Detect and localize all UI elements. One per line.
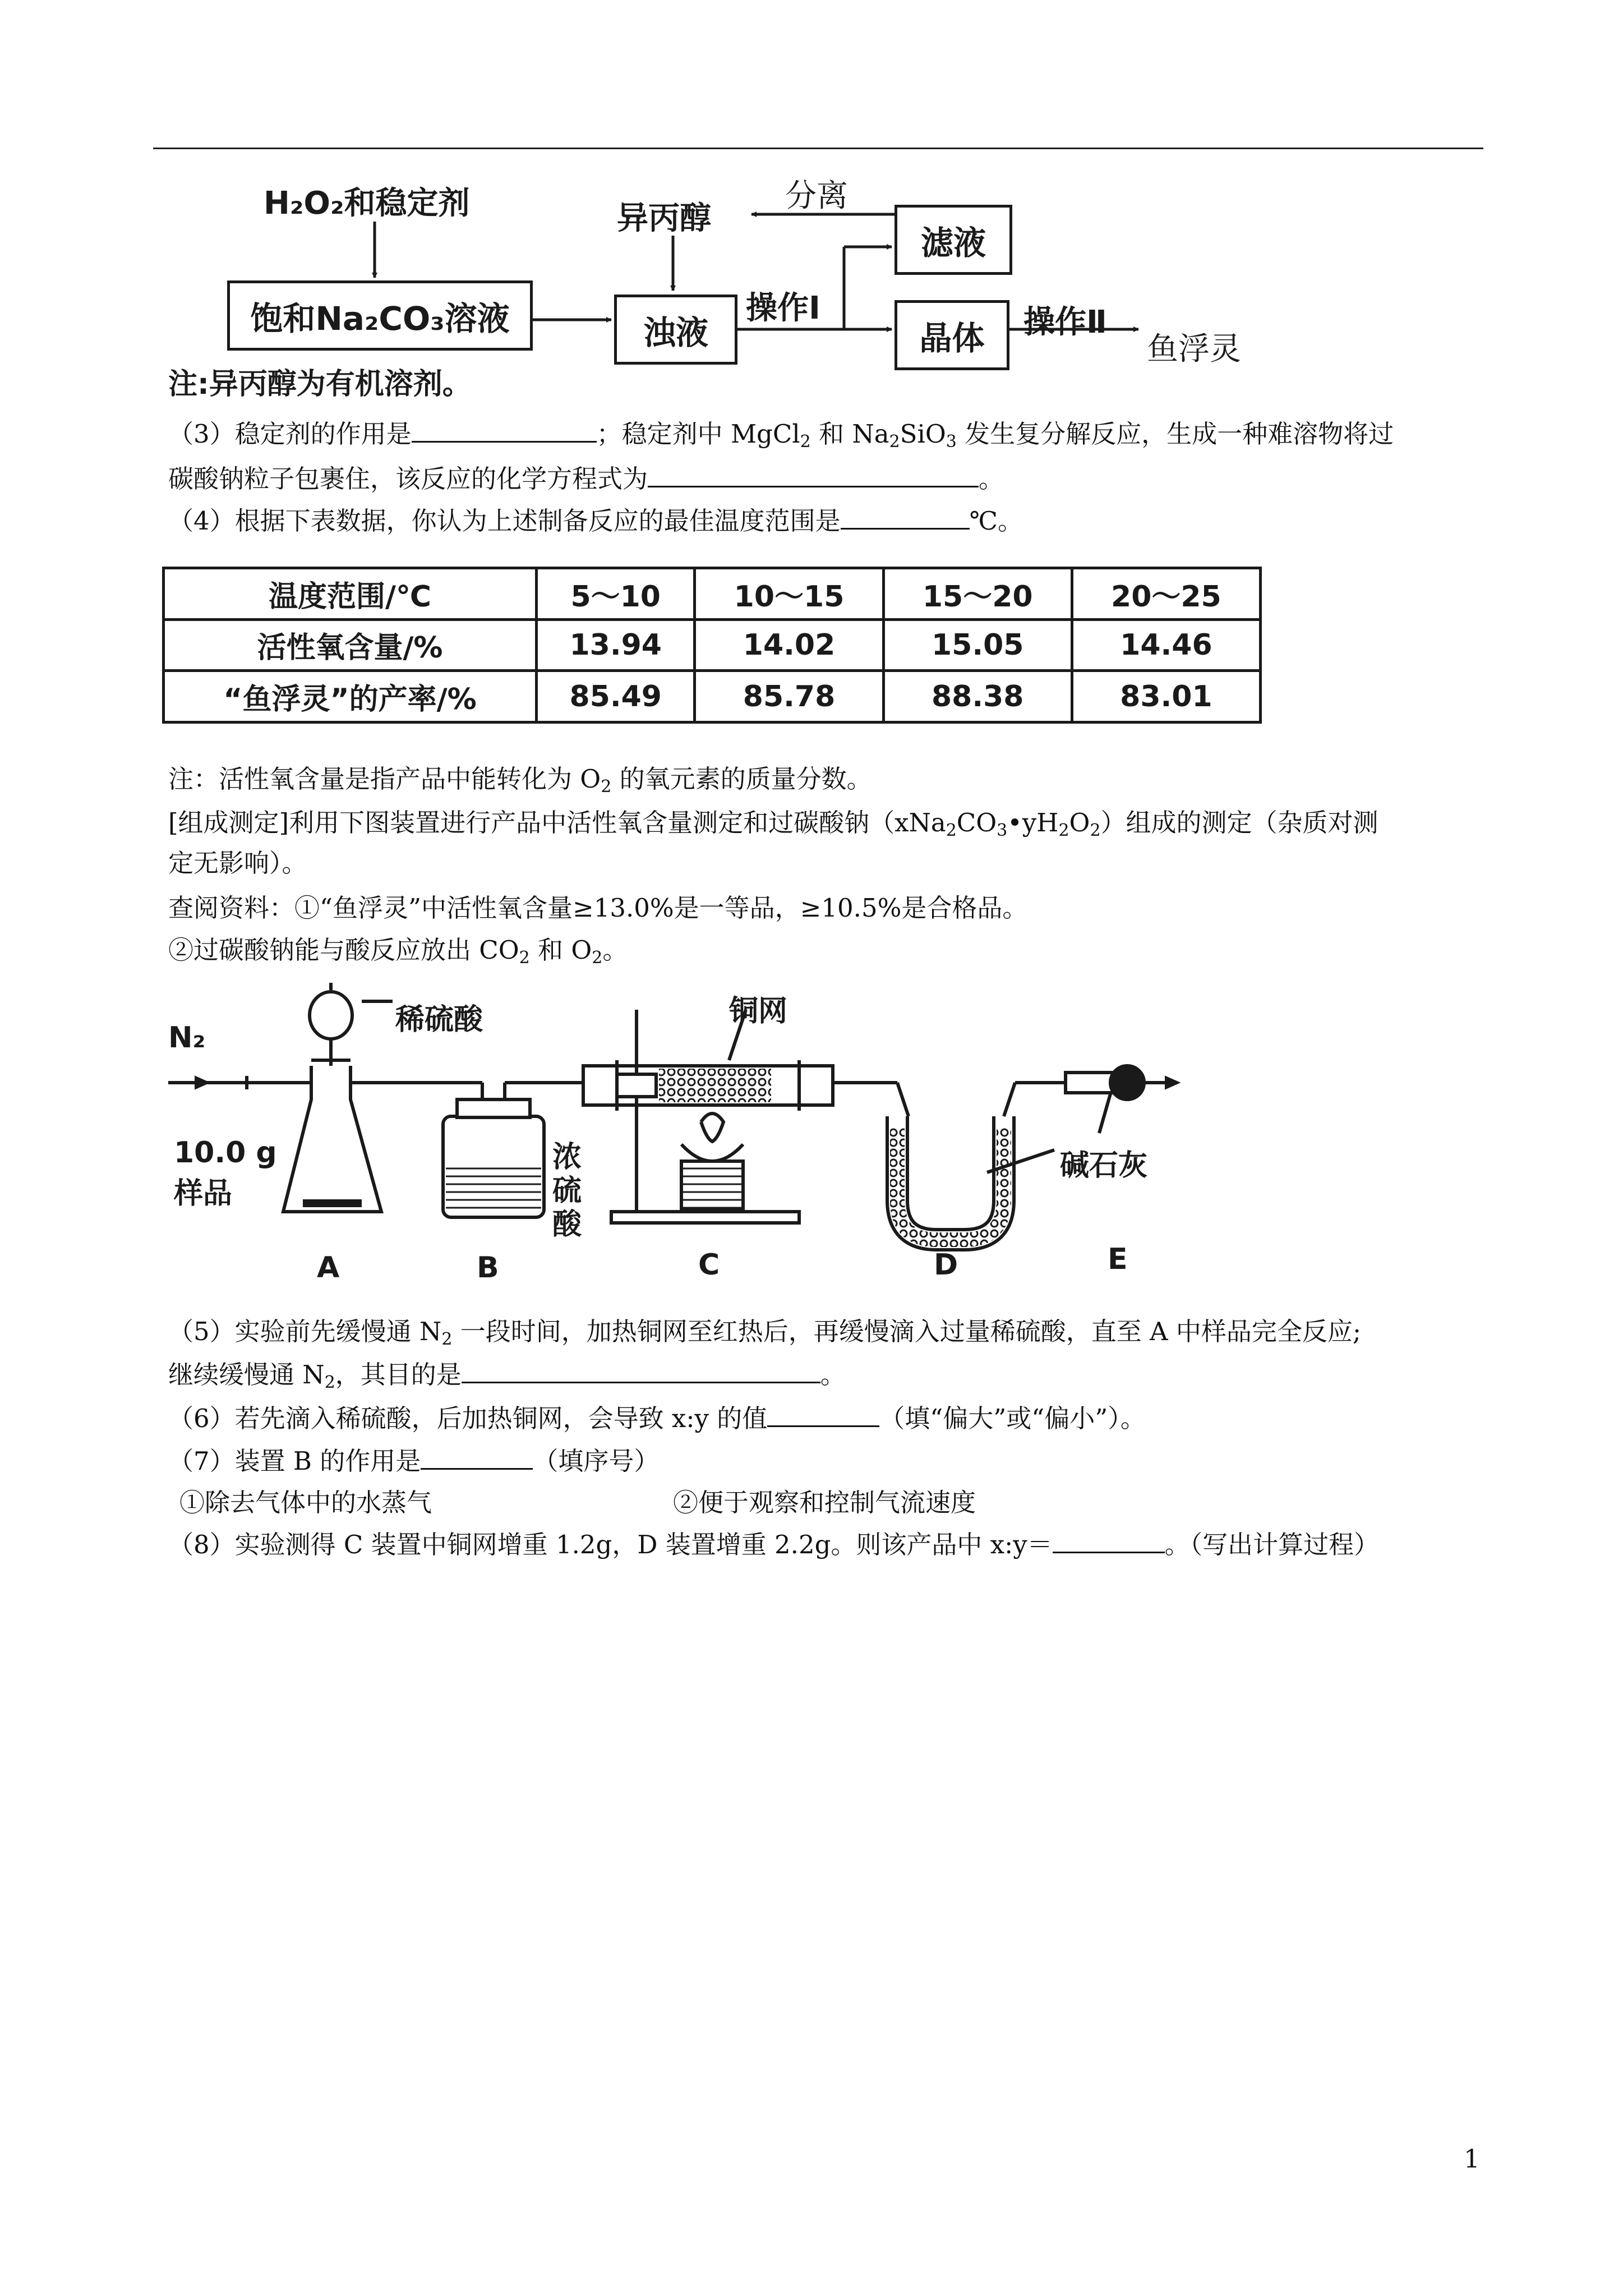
table-cell: “鱼浮灵”的产率/% — [164, 671, 537, 723]
q5-sub-a: 2 — [441, 1329, 453, 1349]
q3-text-d: SiO — [900, 419, 946, 449]
q4-text-a: （4）根据下表数据，你认为上述制备反应的最佳温度范围是 — [168, 506, 841, 536]
q5-sub-c: 2 — [324, 1373, 335, 1392]
comp-line1 — [168, 806, 1378, 840]
q3-text-c: 和 Na — [810, 419, 889, 449]
table-cell: 15～20 — [883, 568, 1072, 620]
comp-text-d: O — [1069, 808, 1090, 838]
flow-box-crystal: 晶体 — [895, 300, 1009, 370]
q4-text-b: ℃。 — [969, 506, 1023, 536]
table-cell: 温度范围/℃ — [164, 568, 537, 620]
q7-option-1: ①除去气体中的水蒸气 — [179, 1488, 432, 1517]
q3-sub-c: 2 — [889, 432, 900, 452]
q7-text-a: （7）装置 B 的作用是 — [168, 1446, 421, 1476]
flow-reagent: H₂O₂和稳定剂 — [264, 185, 470, 222]
comp-line2 — [168, 846, 307, 881]
q5-text-a: （5）实验前先缓慢通 N — [168, 1317, 442, 1346]
flow-separate: 分离 — [785, 178, 848, 214]
apparatus-sample: 样品 — [174, 1177, 233, 1211]
table-row — [164, 619, 1261, 671]
table-cell: 14.46 — [1072, 619, 1260, 671]
table-cell: 10～15 — [695, 568, 883, 620]
q7-blank[interactable] — [421, 1443, 533, 1470]
q3-sub-d: 3 — [946, 432, 957, 452]
q8-text-a: （8）实验测得 C 装置中铜网增重 1.2g，D 装置增重 2.2g。则该产品中 x:y＝ — [168, 1530, 1053, 1559]
apparatus-conc-acid-2: 硫 — [552, 1174, 582, 1208]
q4-line — [168, 503, 1023, 539]
q5-blank[interactable] — [462, 1357, 820, 1383]
flow-op2: 操作Ⅱ — [1023, 304, 1107, 341]
table-cell: 83.01 — [1072, 671, 1260, 723]
note-line — [168, 762, 872, 797]
q6-line — [168, 1401, 1146, 1436]
table-cell: 13.94 — [537, 619, 695, 671]
q6-text-b: （填“偏大”或“偏小”）。 — [879, 1404, 1146, 1433]
ref-text-b: ②过碳酸钠能与酸反应放出 CO — [168, 935, 519, 965]
data-table — [162, 567, 1262, 724]
q7-line — [168, 1443, 659, 1479]
q7-text-b: （填序号） — [533, 1446, 660, 1476]
comp-sub-c: 2 — [1058, 821, 1069, 840]
table-row — [164, 671, 1261, 723]
q7-option-2: ②便于观察和控制气流速度 — [673, 1488, 976, 1517]
comp-text-f: 定无影响）。 — [168, 848, 307, 878]
q5-line2 — [168, 1357, 846, 1392]
table-cell: 85.78 — [695, 671, 883, 723]
apparatus-label-d: D — [934, 1248, 958, 1282]
q5-text-b: 一段时间，加热铜网至红热后，再缓慢滴入过量稀硫酸，直至 A 中样品完全反应; — [452, 1317, 1361, 1346]
apparatus-n2: N₂ — [168, 1021, 206, 1055]
q3-text-b: ；稳定剂中 MgCl — [596, 419, 800, 449]
comp-text-c: •yH — [1007, 808, 1059, 838]
q4-blank[interactable] — [841, 503, 970, 530]
q5-line1 — [168, 1314, 1361, 1349]
q3-blank-1[interactable] — [412, 416, 597, 443]
ref-line2 — [168, 933, 628, 968]
apparatus-conc-acid-1: 浓 — [552, 1140, 582, 1174]
apparatus-copper-mesh: 铜网 — [729, 995, 788, 1028]
ref-sub-c: 2 — [592, 948, 603, 968]
q8-text-b: 。（写出计算过程） — [1164, 1530, 1380, 1559]
q3-line1 — [168, 416, 1394, 452]
flow-box-turbid: 浊液 — [614, 295, 737, 365]
q3-sub-b: 2 — [800, 432, 811, 452]
q6-text-a: （6）若先滴入稀硫酸，后加热铜网，会导致 x:y 的值 — [168, 1404, 768, 1433]
ref-text-c: 和 O — [529, 935, 592, 965]
flow-box-solution: 饱和Na₂CO₃溶液 — [227, 280, 533, 351]
ref-sub-b: 2 — [519, 948, 530, 968]
flow-box-filtrate: 滤液 — [895, 205, 1012, 275]
q8-line — [168, 1527, 1379, 1562]
q3-text-e: 发生复分解反应，生成一种难溶物将过 — [956, 419, 1394, 449]
q6-blank[interactable] — [767, 1401, 879, 1427]
table-cell: 85.49 — [537, 671, 695, 723]
apparatus-label-c: C — [698, 1248, 720, 1282]
q3-line2 — [168, 461, 1004, 496]
ref-text-d: 。 — [602, 935, 628, 965]
apparatus-label-e: E — [1108, 1243, 1128, 1276]
page-number: 1 — [1464, 2144, 1480, 2174]
q3-text-g: 。 — [979, 464, 1004, 494]
comp-sub-d: 2 — [1090, 821, 1101, 840]
table-cell: 5～10 — [537, 568, 695, 620]
flow-note: 注:异丙醇为有机溶剂。 — [168, 367, 472, 401]
flow-isopropanol: 异丙醇 — [617, 200, 711, 237]
note-text-b: 的氧元素的质量分数。 — [611, 764, 872, 794]
note-sub: 2 — [601, 777, 612, 797]
comp-sub-b: 3 — [997, 821, 1008, 840]
ref-text-a: 查阅资料：①“鱼浮灵”中活性氧含量≥13.0%是一等品，≥10.5%是合格品。 — [168, 893, 1028, 923]
comp-text-a: [组成测定]利用下图装置进行产品中活性氧含量测定和过碳酸钠（xNa — [168, 808, 946, 838]
table-cell: 15.05 — [883, 619, 1072, 671]
apparatus-label-a: A — [317, 1251, 340, 1285]
apparatus-sample-mass: 10.0 g — [174, 1136, 277, 1170]
table-header-row — [164, 568, 1261, 620]
table-cell: 88.38 — [883, 671, 1072, 723]
note-text-a: 注：活性氧含量是指产品中能转化为 O — [168, 764, 601, 794]
q5-text-e: 。 — [820, 1360, 846, 1389]
comp-text-b: CO — [956, 808, 997, 838]
q5-text-d: ，其目的是 — [335, 1360, 462, 1389]
table-cell: 20～25 — [1072, 568, 1260, 620]
apparatus-conc-acid-3: 酸 — [552, 1208, 582, 1241]
q8-blank[interactable] — [1053, 1527, 1165, 1553]
q5-text-c: 继续缓慢通 N — [168, 1360, 325, 1389]
apparatus-dilute-acid: 稀硫酸 — [395, 1003, 483, 1037]
comp-sub-a: 2 — [946, 821, 957, 840]
q3-text-f: 碳酸钠粒子包裹住，该反应的化学方程式为 — [168, 464, 648, 494]
apparatus-label-b: B — [477, 1251, 499, 1285]
comp-text-e: ）组成的测定（杂质对测 — [1100, 808, 1378, 838]
apparatus-soda-lime: 碱石灰 — [1060, 1149, 1148, 1182]
flow-product: 鱼浮灵 — [1147, 331, 1241, 367]
table-cell: 活性氧含量/% — [164, 619, 537, 671]
q3-text-a: （3）稳定剂的作用是 — [168, 419, 412, 449]
flow-op1: 操作Ⅰ — [746, 290, 820, 326]
q3-blank-2[interactable] — [648, 461, 979, 487]
table-cell: 14.02 — [695, 619, 883, 671]
ref-line1 — [168, 891, 1027, 926]
